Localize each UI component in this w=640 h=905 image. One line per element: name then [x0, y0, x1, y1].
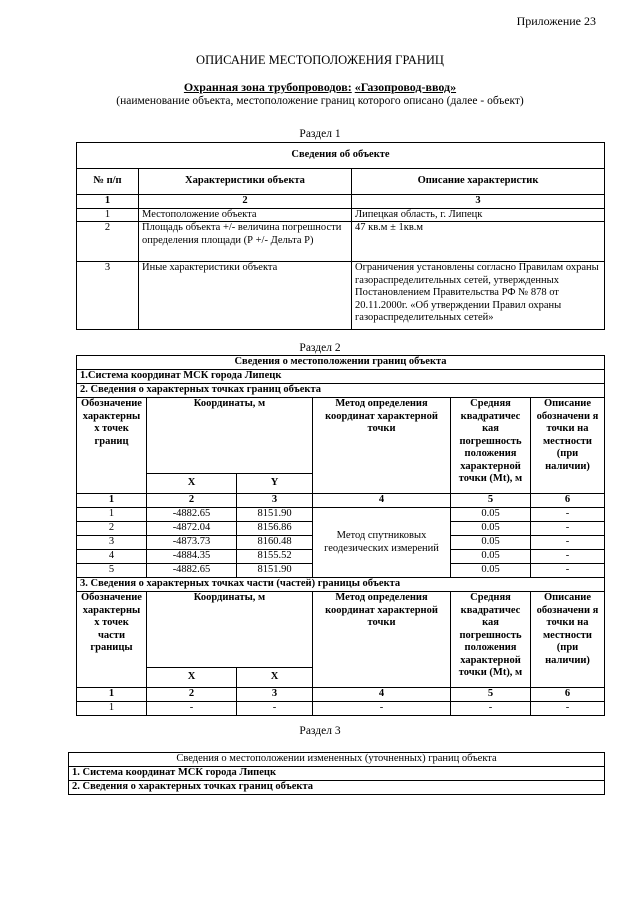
section1-caption: Сведения об объекте: [77, 143, 605, 169]
designation-header: Обозначение характерны х точек части границы: [77, 592, 147, 688]
col-index: 5: [451, 494, 531, 508]
section3-coordinate-system: 1. Система координат МСК города Липецк: [69, 767, 605, 781]
x-header: X: [147, 474, 237, 494]
row-characteristic: Площадь объекта +/- величина погрешности определения площади (Р +/- Дельта Р): [139, 222, 352, 262]
table-row: [77, 508, 605, 522]
point-y: 8156.86: [237, 522, 313, 536]
object-prefix: Охранная зона трубопроводов:: [183, 80, 352, 94]
point-y: 8151.90: [237, 508, 313, 522]
row-characteristic: Иные характеристики объекта: [139, 262, 352, 330]
table-row: [77, 222, 605, 262]
part-points-title: 3. Сведения о характерных точках части (частей) границы объекта: [77, 578, 605, 592]
point-y: 8151.90: [237, 564, 313, 578]
row-characteristic: Местоположение объекта: [139, 208, 352, 222]
coordinates-header: Координаты, м: [147, 398, 313, 474]
part-point-error: -: [451, 702, 531, 716]
point-error: 0.05: [451, 508, 531, 522]
point-number: 5: [77, 564, 147, 578]
point-error: 0.05: [451, 522, 531, 536]
col-index: 2: [139, 195, 352, 209]
col-index: 1: [77, 494, 147, 508]
row-number: 1: [77, 208, 139, 222]
section2-table: [76, 355, 605, 716]
row-description: Ограничения установлены согласно Правилам охраны газораспределительных сетей, утвержденных Постановлением Правительства РФ № 878 от 20.11.2000г. «Об утверждении Правил охраны газораспределительных сетей»: [352, 262, 605, 330]
error-header: Средняя квадратичес кая погрешность положения характерной точки (Mt), м: [451, 592, 531, 688]
col-index: 1: [77, 195, 139, 209]
row-description: 47 кв.м ± 1кв.м: [352, 222, 605, 262]
point-y: 8160.48: [237, 536, 313, 550]
table-row: [77, 208, 605, 222]
point-error: 0.05: [451, 536, 531, 550]
section2-label: Раздел 2: [299, 342, 341, 354]
point-description: -: [531, 550, 605, 564]
coordinate-system: 1.Система координат МСК города Липецк: [77, 370, 605, 384]
section2-caption: Сведения о местоположении границ объекта: [77, 356, 605, 370]
point-x: -4872.04: [147, 522, 237, 536]
x-header: X: [147, 668, 237, 688]
col-index: 6: [531, 688, 605, 702]
col-index: 4: [313, 688, 451, 702]
section3-table: [68, 752, 605, 795]
section1-label: Раздел 1: [299, 128, 341, 140]
col-characteristics-header: Характеристики объекта: [139, 169, 352, 195]
point-x: -4884.35: [147, 550, 237, 564]
point-description: -: [531, 522, 605, 536]
point-number: 4: [77, 550, 147, 564]
point-number: 3: [77, 536, 147, 550]
designation-header: Обозначение характерны х точек границ: [77, 398, 147, 494]
method-header: Метод определения координат характерной точки: [313, 398, 451, 494]
row-number: 2: [77, 222, 139, 262]
object-name: [0, 80, 640, 95]
part-point-method: -: [313, 702, 451, 716]
col-index: 1: [77, 688, 147, 702]
points-title: 2. Сведения о характерных точках границ объекта: [77, 384, 605, 398]
section3-caption: Сведения о местоположении измененных (уточненных) границ объекта: [69, 753, 605, 767]
section3-points-title: 2. Сведения о характерных точках границ объекта: [69, 781, 605, 795]
col-index: 4: [313, 494, 451, 508]
page-title: ОПИСАНИЕ МЕСТОПОЛОЖЕНИЯ ГРАНИЦ: [196, 53, 444, 67]
col-number-header: № п/п: [77, 169, 139, 195]
table-row: [77, 702, 605, 716]
part-point-description: -: [531, 702, 605, 716]
point-number: 2: [77, 522, 147, 536]
object-subtitle: (наименование объекта, местоположение границ которого описано (далее - объект): [116, 95, 524, 107]
point-description: -: [531, 564, 605, 578]
part-point-y: -: [237, 702, 313, 716]
coordinates-header: Координаты, м: [147, 592, 313, 668]
section3-label: Раздел 3: [299, 725, 341, 737]
point-description-header: Описание обозначени я точки на местности (при наличии): [531, 592, 605, 688]
point-description: -: [531, 508, 605, 522]
y-header: Y: [237, 474, 313, 494]
point-number: 1: [77, 508, 147, 522]
row-number: 3: [77, 262, 139, 330]
part-point-x: -: [147, 702, 237, 716]
col-index: 3: [237, 494, 313, 508]
col-index: 2: [147, 688, 237, 702]
appendix-label: Приложение 23: [516, 14, 596, 28]
col-index: 5: [451, 688, 531, 702]
point-x: -4882.65: [147, 508, 237, 522]
col-index: 3: [352, 195, 605, 209]
section1-table: [76, 142, 605, 330]
col-description-header: Описание характеристик: [352, 169, 605, 195]
part-point-number: 1: [77, 702, 147, 716]
y-header: X: [237, 668, 313, 688]
table-row: [77, 262, 605, 330]
col-index: 2: [147, 494, 237, 508]
object-name-value: «Газопровод-ввод»: [354, 80, 457, 94]
row-description: Липецкая область, г. Липецк: [352, 208, 605, 222]
point-description-header: Описание обозначени я точки на местности (при наличии): [531, 398, 605, 494]
method-header: Метод определения координат характерной точки: [313, 592, 451, 688]
col-index: 3: [237, 688, 313, 702]
col-index: 6: [531, 494, 605, 508]
method-value: Метод спутниковых геодезических измерений: [313, 508, 451, 578]
point-x: -4873.73: [147, 536, 237, 550]
error-header: Средняя квадратичес кая погрешность положения характерной точки (Mt), м: [451, 398, 531, 494]
point-error: 0.05: [451, 564, 531, 578]
point-description: -: [531, 536, 605, 550]
point-error: 0.05: [451, 550, 531, 564]
point-x: -4882.65: [147, 564, 237, 578]
point-y: 8155.52: [237, 550, 313, 564]
